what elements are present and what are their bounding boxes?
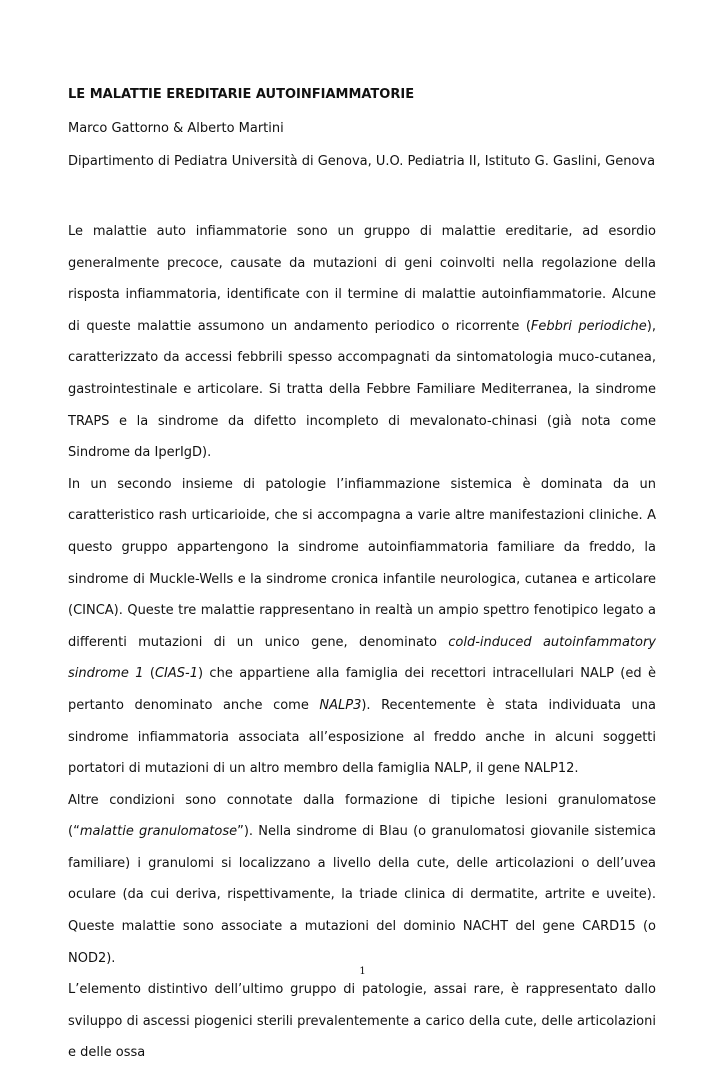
italic-run: NALP3 [319,697,362,713]
text-run: ) che appartiene alla famiglia dei recettori intracellulari NALP (ed è pertanto denominato anche come [68,666,656,713]
page-number: 1 [359,966,366,977]
text-run: L’elemento distintivo dell’ultimo gruppo di patologie, assai rare, è rappresentato dallo sviluppo di ascessi piogenici sterili prevalentemente a carico della cute, delle articolazioni e delle ossa [68,982,656,1061]
text-run: ”). Nella sindrome di Blau (o granulomatosi giovanile sistemica familiare) i granulomi si localizzano a livello della cute, delle articolazioni o dell’uvea oculare (da cui deriva, rispettivamente, la triade clinica di dermatite, artrite e uveite). Queste malattie sono associate a mutazioni del dominio NACHT del gene CARD15 (o NOD2). [68,824,657,966]
italic-run: CIAS-1 [154,666,198,682]
paragraph-4 [68,974,656,1069]
affiliation-line: Dipartimento di Pediatra Università di Genova, U.O. Pediatria II, Istituto G. Gaslini, Genova [68,154,656,169]
text-run: ( [143,666,155,682]
text-run: Le malattie auto infiammatorie sono un gruppo di malattie ereditarie, ad esordio generalmente precoce, causate da mutazioni di geni coinvolti nella regolazione della risposta infiammatoria, identificate con il termine di malattie autoinfiammatorie. Alcune di queste malattie assumono un andamento periodico o ricorrente ( [68,224,656,334]
paragraph-1 [68,216,656,469]
text-run: ). Recentemente è stata individuata una sindrome infiammatoria associata all’esposizione al freddo anche in alcuni soggetti portatori di mutazioni di un altro membro della famiglia NALP, il gene NALP12. [68,697,656,777]
authors-line: Marco Gattorno & Alberto Martini [68,121,284,136]
text-run: ), caratterizzato da accessi febbrili spesso accompagnati da sintomatologia muco-cutanea, gastrointestinale e articolare. Si tratta della Febbre Familiare Mediterranea, la sindrome TRAPS e la sindrome da difetto incompleto di mevalonato-chinasi (già nota come Sindrome da IperIgD). [68,318,656,461]
paragraph-2 [68,469,656,785]
paragraph-3 [68,785,656,975]
italic-run: malattie granulomatose [79,824,238,840]
italic-run: Febbri periodiche [530,318,647,334]
body-text [68,216,656,1069]
italic-run: cold-induced autoinfammatory sindrome 1 [68,634,656,682]
document-title: LE MALATTIE EREDITARIE AUTOINFIAMMATORIE [68,87,415,102]
text-run: In un secondo insieme di patologie l’infiammazione sistemica è dominata da un caratteristico rash urticarioide, che si accompagna a varie altre manifestazioni cliniche. A questo gruppo appartengono la sindrome autoinfiammatoria familiare da freddo, la sindrome di Muckle-Wells e la sindrome cronica infantile neurologica, cutanea e articolare (CINCA). Queste tre malattie rappresentano in realtà un ampio spettro fenotipico legato a differenti mutazioni di un unico gene, denominato [68,476,656,650]
text-run: Altre condizioni sono connotate dalla formazione di tipiche lesioni granulomatose (“ [68,792,656,840]
